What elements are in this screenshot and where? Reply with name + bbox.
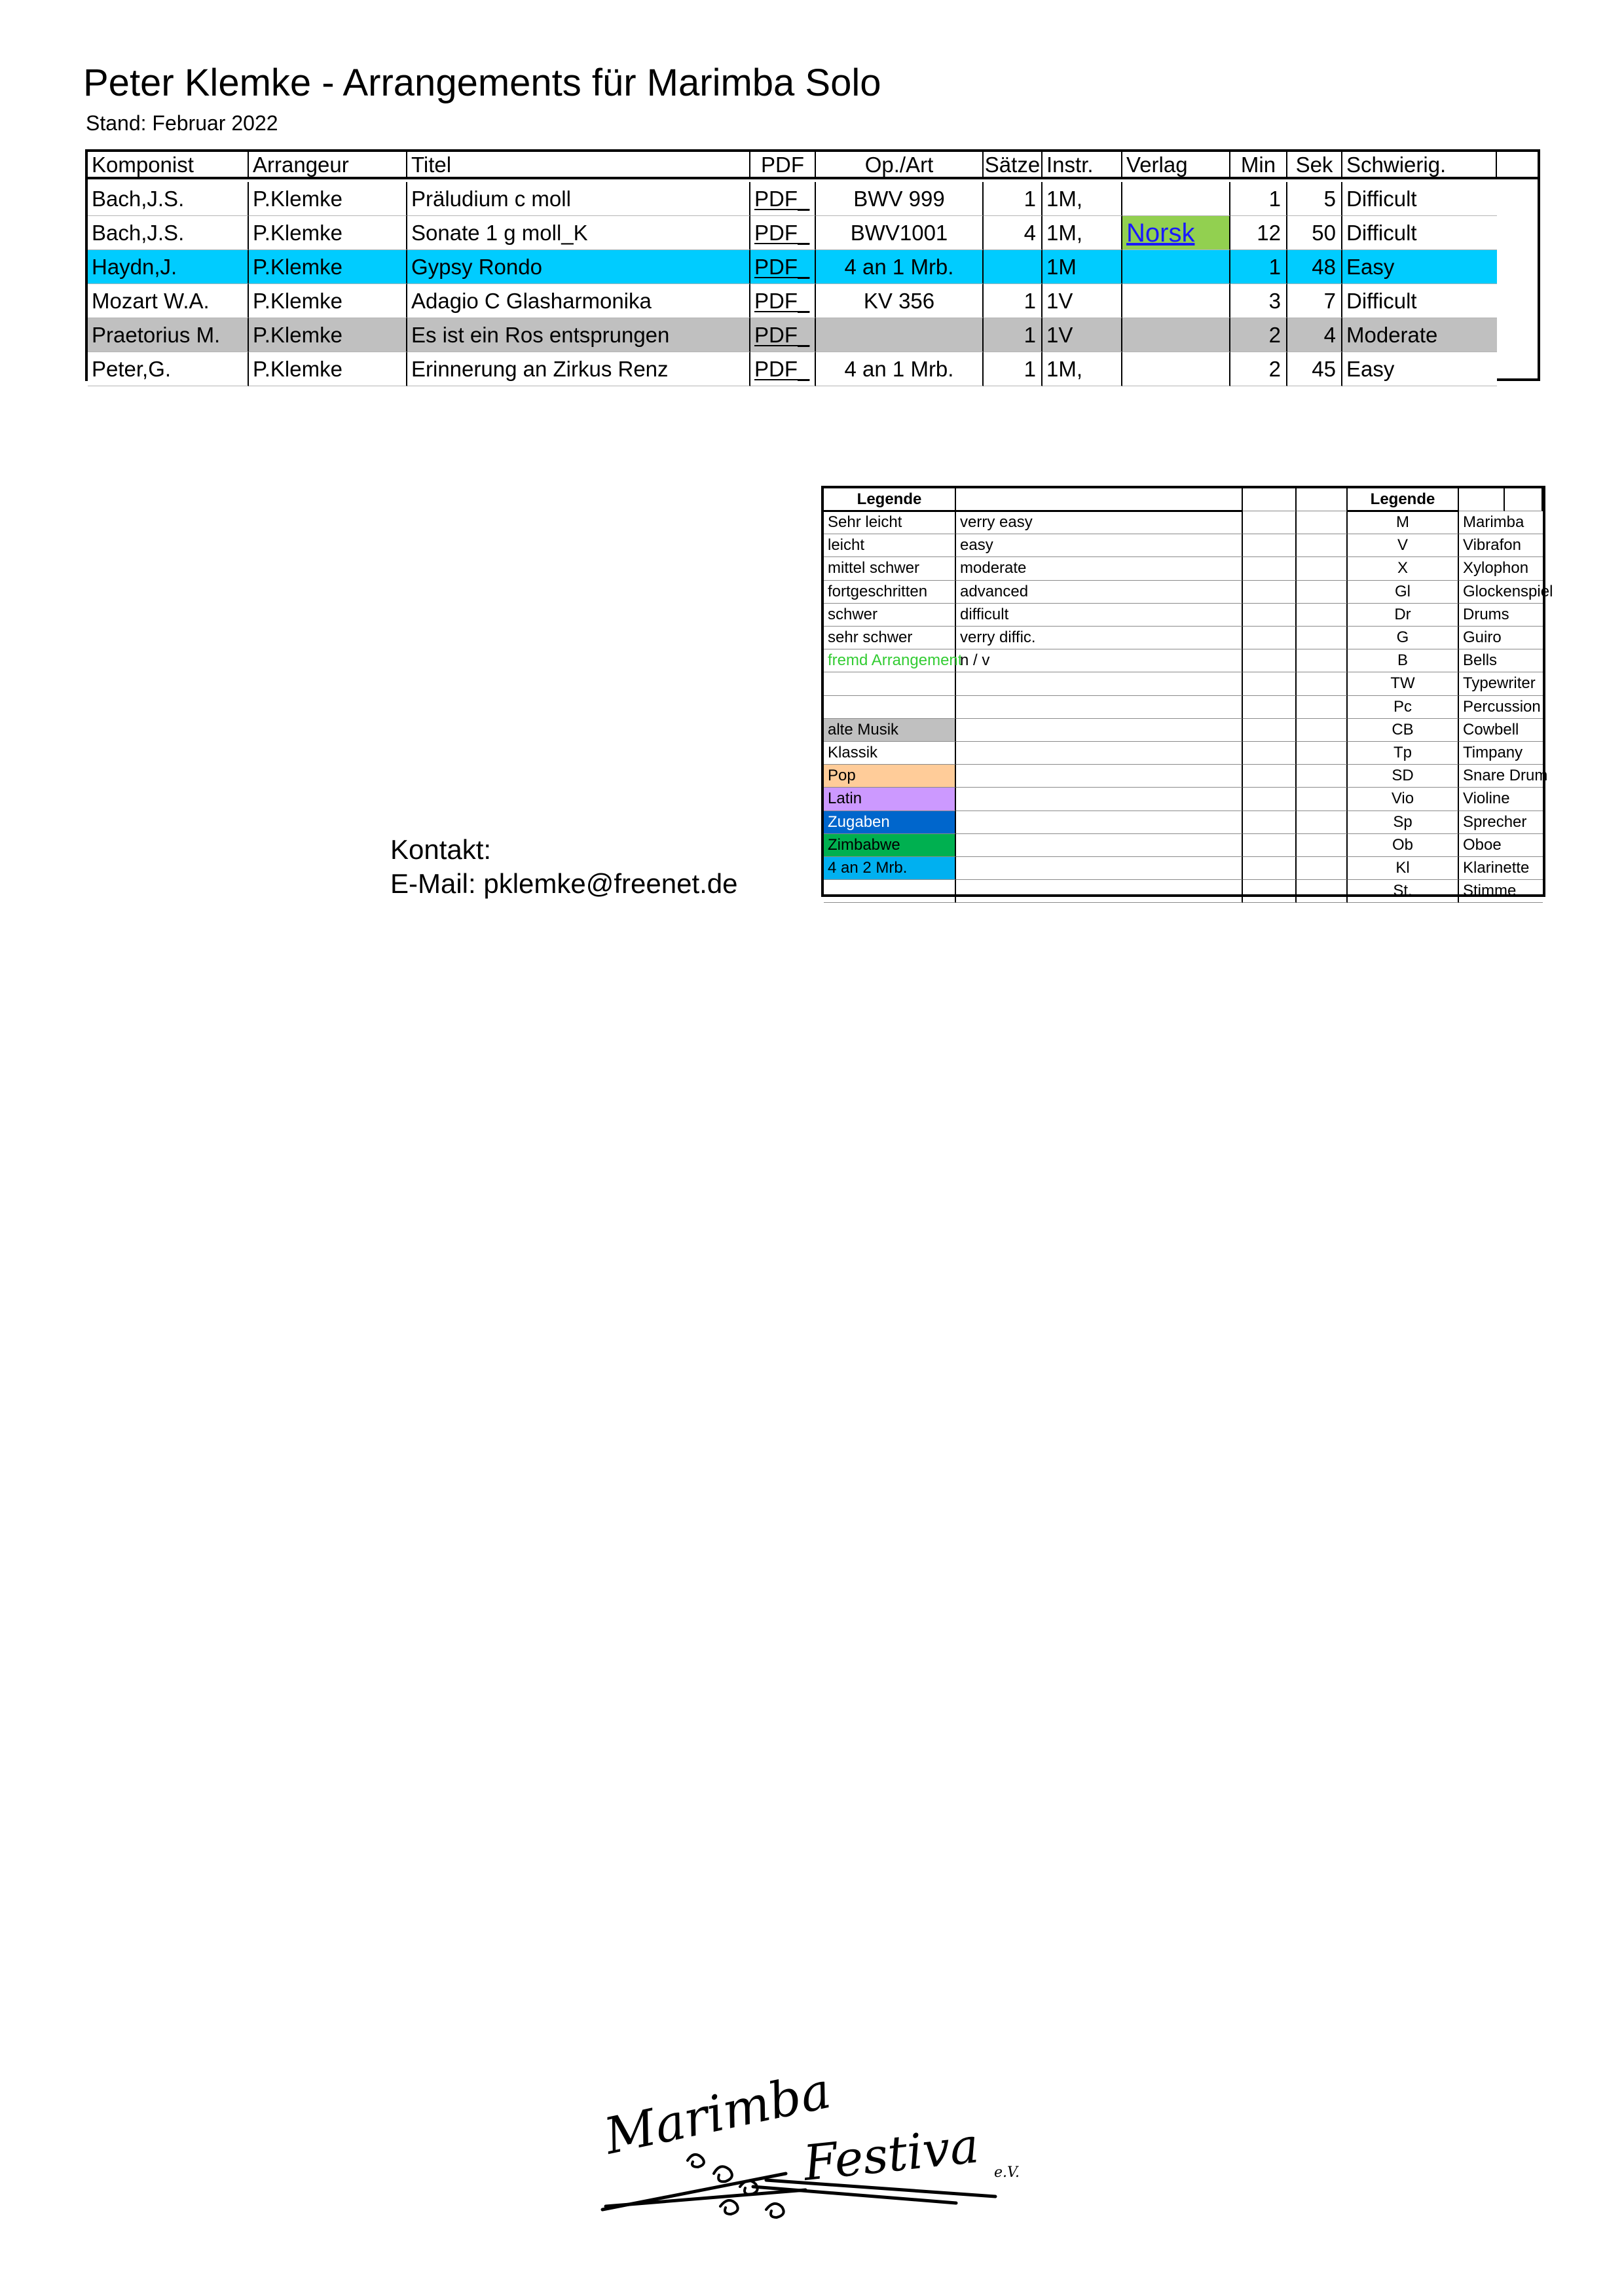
legend-row [824,857,1543,880]
cell-text: 1M, [1046,221,1083,245]
legend-empty-cell [824,672,956,695]
table-row [88,284,1497,318]
legend-instrument-name: Timpany [1459,742,1543,765]
column-header-op: Op./Art [816,152,984,177]
cell-text: Easy [1346,357,1395,381]
table-row [88,250,1497,284]
legend-gap-cell [1297,627,1348,649]
cell-min [1230,352,1287,386]
legend-gap-cell [1243,742,1297,765]
cell-schwierig [1342,318,1497,352]
cell-text: 1M [1046,255,1077,279]
legend-gap-cell [1297,696,1348,719]
legend-row [824,834,1543,857]
legend-difficulty-en: verry easy [956,511,1243,534]
cell-text: Moderate [1346,323,1438,347]
cell-text: 4 [1024,221,1036,245]
legend-gap-cell [1243,534,1297,557]
legend-instrument-abbr: Kl [1348,857,1459,880]
cell-sek [1287,318,1342,352]
cell-min [1230,216,1287,250]
cell-pdf[interactable] [750,284,816,318]
legend-gap-cell [1297,581,1348,604]
cell-text: Gypsy Rondo [411,255,542,279]
legend-gap-cell [1243,696,1297,719]
cell-text: 1 [1024,289,1036,313]
legend-instrument-name: Oboe [1459,834,1543,857]
legend-empty-cell [956,857,1243,880]
cell-saetze [984,216,1043,250]
cell-saetze [984,352,1043,386]
legend-category: Latin [824,788,956,811]
cell-verlag[interactable] [1122,216,1230,250]
legend-row [824,649,1543,672]
legend-instrument-abbr: Dr [1348,604,1459,627]
cell-instr [1043,250,1122,284]
legend-category: Zugaben [824,811,956,834]
cell-text: 1 [1268,255,1281,279]
pdf-link[interactable]: PDF [754,255,798,279]
legend-instrument-name: Glockenspiel [1459,581,1543,604]
legend-row [824,742,1543,765]
column-header-sek: Sek [1287,152,1342,177]
legend-category: Klassik [824,742,956,765]
cell-komponist [88,352,249,386]
cell-text: 5 [1323,187,1336,211]
legend-instrument-name: Klarinette [1459,857,1543,880]
cell-instr [1043,318,1122,352]
legend-row [824,581,1553,604]
legend-instrument-abbr: CB [1348,719,1459,742]
cell-schwierig [1342,182,1497,216]
legend-instrument-name: Xylophon [1459,557,1543,580]
legend-gap-cell [1243,604,1297,627]
legend-instrument-abbr: M [1348,511,1459,534]
column-header-instr: Instr. [1043,152,1122,177]
cell-text: Mozart W.A. [92,289,210,313]
pdf-link[interactable]: PDF [754,323,798,347]
logo-text-left: Marimba [599,2060,836,2166]
legend-gap-cell [1297,604,1348,627]
pdf-link[interactable]: PDF [754,357,798,381]
cell-min [1230,182,1287,216]
cell-op [816,352,984,386]
cell-schwierig [1342,352,1497,386]
legend-gap-cell [1243,719,1297,742]
cell-verlag [1122,318,1230,352]
cell-saetze [984,250,1043,284]
cell-text: Peter,G. [92,357,172,381]
legend-gap-cell [1243,627,1297,649]
legend-row [824,880,1543,903]
legend-difficulty-en: difficult [956,604,1243,627]
cell-instr [1043,216,1122,250]
contact-email[interactable]: E-Mail: pklemke@freenet.de [390,868,738,899]
legend-instrument-abbr: Vio [1348,788,1459,811]
legend-header-gap [1243,488,1297,511]
legend-row [824,811,1543,834]
cell-verlag [1122,182,1230,216]
legend-instrument-name: Percussion [1459,696,1543,719]
column-header-verlag: Verlag [1122,152,1230,177]
legend-gap-cell [1243,672,1297,695]
legend-instrument-name: Drums [1459,604,1543,627]
cell-verlag [1122,250,1230,284]
legend-header-row [824,488,1543,511]
legend-instrument-abbr: TW [1348,672,1459,695]
legend-instrument-abbr: St. [1348,880,1459,903]
legend-row [824,627,1543,649]
column-header-saetze: Sätze [984,152,1043,177]
cell-text: 1M, [1046,357,1083,381]
marimba-festiva-logo [589,2060,1048,2232]
cell-schwierig [1342,216,1497,250]
cell-text: KV 356 [863,289,935,313]
legend-difficulty-de: sehr schwer [824,627,956,649]
cell-text: 1 [1024,187,1036,211]
legend-difficulty-en: moderate [956,557,1243,580]
cell-titel [407,182,750,216]
legend-empty-cell [956,880,1243,903]
cell-text: Präludium c moll [411,187,571,211]
legend-difficulty-en: n / v [956,649,1243,672]
cell-text: 1 [1024,357,1036,381]
cell-sek [1287,182,1342,216]
legend-difficulty-en: easy [956,534,1243,557]
contact-block [390,833,738,901]
legend-instrument-abbr: Pc [1348,696,1459,719]
cell-text: 3 [1268,289,1281,313]
cell-text: 4 an 1 Mrb. [844,357,954,381]
cell-titel [407,352,750,386]
cell-text: 2 [1268,357,1281,381]
cell-text: Praetorius M. [92,323,221,347]
legend-empty-cell [956,672,1243,695]
cell-text: 1M, [1046,187,1083,211]
legend-difficulty-en: advanced [956,581,1243,604]
legend-difficulty-de: mittel schwer [824,557,956,580]
cell-text: P.Klemke [253,221,342,245]
cell-text: Easy [1346,255,1395,279]
legend-gap-cell [1297,811,1348,834]
legend-gap-cell [1243,581,1297,604]
page-subtitle: Stand: Februar 2022 [86,111,278,135]
legend-row [824,511,1543,534]
publisher-link[interactable]: Norsk [1126,218,1195,247]
cell-op [816,250,984,284]
cell-arrangeur [249,284,407,318]
legend-instrument-abbr: Gl [1348,581,1459,604]
cell-pdf[interactable] [750,216,816,250]
cell-titel [407,284,750,318]
cell-min [1230,318,1287,352]
table-row [88,182,1497,216]
cell-text: Haydn,J. [92,255,177,279]
cell-text: 12 [1257,221,1281,245]
arrangements-table [85,149,1540,381]
table-row [88,352,1497,386]
cell-text: Sonate 1 g moll_K [411,221,588,245]
legend-gap-cell [1243,649,1297,672]
cell-text: 2 [1268,323,1281,347]
legend-header-empty2 [1459,488,1505,511]
cell-schwierig [1342,250,1497,284]
column-header-komponist: Komponist [88,152,249,177]
cell-titel [407,250,750,284]
legend-category: 4 an 2 Mrb. [824,857,956,880]
column-header-empty [1497,152,1538,177]
legend-category: Pop [824,765,956,788]
cell-text: P.Klemke [253,323,342,347]
legend-instrument-abbr: Ob [1348,834,1459,857]
legend-instrument-name: Snare Drum [1459,765,1543,788]
cell-arrangeur [249,318,407,352]
legend-difficulty-de: schwer [824,604,956,627]
legend-gap-cell [1297,649,1348,672]
pdf-link[interactable]: PDF [754,221,798,245]
cell-op [816,182,984,216]
legend-instrument-name: Bells [1459,649,1543,672]
legend-empty-cell [956,742,1243,765]
page-title: Peter Klemke - Arrangements für Marimba Solo [83,62,881,104]
legend-instrument-abbr: G [1348,627,1459,649]
legend-empty-cell [956,765,1243,788]
legend-gap-cell [1243,511,1297,534]
cell-text: Erinnerung an Zirkus Renz [411,357,669,381]
table-row [88,216,1497,250]
table-row [88,318,1497,352]
cell-saetze [984,284,1043,318]
cell-text: 1 [1268,187,1281,211]
legend-header-right: Legende [1348,488,1459,511]
cell-instr [1043,284,1122,318]
legend-difficulty-de: fremd Arrangement [824,649,956,672]
legend-category: Zimbabwe [824,834,956,857]
cell-text: P.Klemke [253,289,342,313]
legend-row [824,534,1543,557]
cell-pdf[interactable] [750,250,816,284]
cell-text: 1V [1046,289,1073,313]
cell-text: Difficult [1346,289,1417,313]
legend-header-left: Legende [824,488,956,511]
legend-gap-cell [1297,880,1348,903]
legend-header-empty3 [1505,488,1543,511]
legend-empty-cell [956,719,1243,742]
legend-instrument-name: Sprecher [1459,811,1543,834]
legend-row [824,765,1548,788]
legend-gap-cell [1243,811,1297,834]
cell-text: 45 [1312,357,1336,381]
legend-instrument-name: Violine [1459,788,1543,811]
cell-text: BWV1001 [850,221,948,245]
cell-min [1230,284,1287,318]
legend-gap-cell [1297,534,1348,557]
legend-instrument-abbr: SD [1348,765,1459,788]
cell-schwierig [1342,284,1497,318]
cell-pdf[interactable] [750,182,816,216]
cell-text: 4 an 1 Mrb. [844,255,954,279]
legend-gap-cell [1243,834,1297,857]
legend-empty-cell [824,696,956,719]
logo-suffix: e.V. [994,2164,1020,2181]
cell-text: 4 [1323,323,1336,347]
cell-text: Difficult [1346,187,1417,211]
legend-instrument-name: Marimba [1459,511,1543,534]
legend-gap-cell [1297,719,1348,742]
contact-label: Kontakt: [390,834,492,865]
legend-gap-cell [1297,557,1348,580]
legend-row [824,696,1543,719]
cell-text: Bach,J.S. [92,187,185,211]
pdf-link[interactable]: PDF [754,187,798,211]
cell-titel [407,318,750,352]
legend-empty-cell [956,811,1243,834]
cell-min [1230,250,1287,284]
cell-text: Adagio C Glasharmonika [411,289,652,313]
cell-text: 48 [1312,255,1336,279]
cell-text: P.Klemke [253,357,342,381]
legend-instrument-abbr: V [1348,534,1459,557]
legend-empty-cell [956,696,1243,719]
legend-row [824,604,1543,627]
cell-pdf[interactable] [750,352,816,386]
cell-arrangeur [249,182,407,216]
cell-instr [1043,352,1122,386]
cell-text: Bach,J.S. [92,221,185,245]
legend-instrument-abbr: Tp [1348,742,1459,765]
legend-gap-cell [1297,672,1348,695]
cell-arrangeur [249,352,407,386]
cell-verlag [1122,284,1230,318]
cell-saetze [984,318,1043,352]
cell-instr [1043,182,1122,216]
pdf-link[interactable]: PDF [754,289,798,313]
cell-text: Es ist ein Ros entsprungen [411,323,670,347]
legend-gap-cell [1297,788,1348,811]
legend-gap-cell [1243,765,1297,788]
legend-difficulty-de: leicht [824,534,956,557]
legend-gap-cell [1243,880,1297,903]
legend-instrument-name: Stimme [1459,880,1543,903]
legend-instrument-name: Typewriter [1459,672,1543,695]
cell-saetze [984,182,1043,216]
cell-titel [407,216,750,250]
cell-komponist [88,182,249,216]
cell-sek [1287,216,1342,250]
legend-row [824,672,1543,695]
cell-text: 1V [1046,323,1073,347]
cell-text: P.Klemke [253,187,342,211]
cell-sek [1287,352,1342,386]
legend-difficulty-de: fortgeschritten [824,581,956,604]
cell-komponist [88,284,249,318]
column-header-min: Min [1230,152,1287,177]
column-header-titel: Titel [407,152,750,177]
legend-row [824,557,1543,580]
legend-difficulty-de: Sehr leicht [824,511,956,534]
cell-text: Difficult [1346,221,1417,245]
cell-op [816,284,984,318]
cell-arrangeur [249,250,407,284]
column-header-schwierig: Schwierig. [1342,152,1497,177]
legend-instrument-name: Guiro [1459,627,1543,649]
legend-row [824,719,1543,742]
legend-row [824,788,1543,811]
cell-arrangeur [249,216,407,250]
cell-text: 1 [1024,323,1036,347]
cell-verlag [1122,352,1230,386]
cell-op [816,216,984,250]
legend-instrument-name: Cowbell [1459,719,1543,742]
cell-pdf[interactable] [750,318,816,352]
legend-header-gap2 [1297,488,1348,511]
legend-gap-cell [1243,557,1297,580]
cell-sek [1287,284,1342,318]
cell-op [816,318,984,352]
cell-komponist [88,318,249,352]
legend-empty-cell [824,880,956,903]
cell-text: P.Klemke [253,255,342,279]
legend-difficulty-en: verry diffic. [956,627,1243,649]
cell-sek [1287,250,1342,284]
legend-gap-cell [1297,511,1348,534]
column-header-arrangeur: Arrangeur [249,152,407,177]
cell-komponist [88,216,249,250]
legend-instrument-abbr: Sp [1348,811,1459,834]
legend-instrument-abbr: B [1348,649,1459,672]
cell-komponist [88,250,249,284]
cell-text: 7 [1323,289,1336,313]
legend-gap-cell [1297,834,1348,857]
legend-empty-cell [956,834,1243,857]
legend-gap-cell [1297,857,1348,880]
legend-gap-cell [1297,765,1348,788]
legend-gap-cell [1243,788,1297,811]
legend-instrument-name: Vibrafon [1459,534,1543,557]
legend-category: alte Musik [824,719,956,742]
legend-empty-cell [956,788,1243,811]
cell-text: 50 [1312,221,1336,245]
legend-instrument-abbr: X [1348,557,1459,580]
column-header-pdf: PDF [750,152,816,177]
legend-table [821,486,1553,900]
legend-gap-cell [1243,857,1297,880]
legend-header-empty [956,488,1243,511]
logo-text-right: Festiva [800,2117,982,2192]
table-header-row [88,152,1538,179]
cell-text: BWV 999 [853,187,945,211]
legend-gap-cell [1297,742,1348,765]
